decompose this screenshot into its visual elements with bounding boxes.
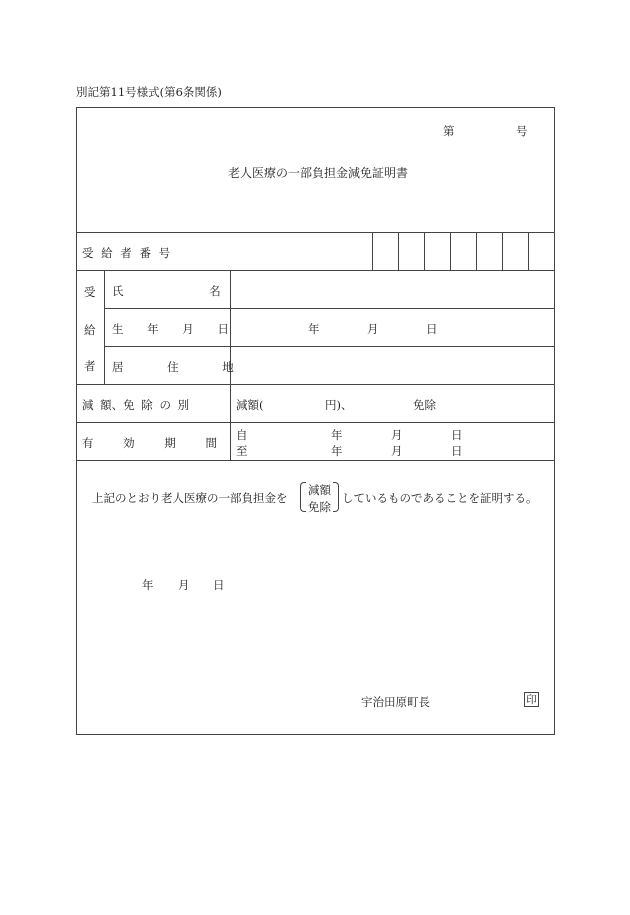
number-prefix: 第	[443, 124, 455, 138]
digit-cell-divider	[424, 232, 425, 270]
page-title: 老人医療の一部負担金減免証明書	[228, 166, 409, 180]
certification-option-exemption: 免除	[308, 500, 331, 514]
left-bracket	[300, 482, 306, 512]
recipient-section-char: 受	[84, 285, 96, 299]
form-caption: 別記第11号様式(第6条関係)	[76, 85, 222, 99]
digit-cell-divider	[372, 232, 373, 270]
birth-label: 生 年 月 日	[112, 322, 229, 336]
divider	[104, 270, 105, 384]
certification-text-before: 上記のとおり老人医療の一部負担金を	[92, 491, 288, 505]
validity-from-month: 月	[391, 428, 403, 442]
recipient-section-char: 給	[84, 323, 96, 337]
validity-to-char: 至	[236, 444, 248, 458]
birth-day-unit: 日	[426, 322, 438, 336]
certificate-form	[76, 107, 555, 735]
reduction-type-label: 減 額、免 除 の 別	[82, 398, 190, 412]
divider	[76, 232, 555, 233]
seal-mark: 印	[524, 692, 539, 707]
name-label-text: 氏 名	[112, 284, 221, 298]
address-label: 居 住 地	[112, 360, 234, 374]
validity-period-label: 有 効 期 間	[82, 436, 217, 450]
reduction-yen: 円)、	[325, 398, 353, 412]
date-month-unit: 月	[178, 578, 190, 592]
validity-to-day: 日	[451, 444, 463, 458]
number-suffix: 号	[516, 124, 528, 138]
right-bracket	[333, 482, 339, 512]
date-year-unit: 年	[142, 578, 154, 592]
digit-cell-divider	[450, 232, 451, 270]
digit-cell-divider	[502, 232, 503, 270]
reduction-option: 減額(	[236, 398, 264, 412]
date-day-unit: 日	[213, 578, 225, 592]
certification-option-reduction: 減額	[308, 483, 331, 497]
birth-month-unit: 月	[367, 322, 379, 336]
certification-text-after: しているものであることを証明する。	[342, 491, 538, 505]
validity-to-month: 月	[391, 444, 403, 458]
divider	[104, 346, 555, 347]
divider	[76, 270, 555, 271]
issuer-name: 宇治田原町長	[361, 695, 430, 709]
name-label	[112, 283, 224, 299]
digit-cell-divider	[528, 232, 529, 270]
validity-from-char: 自	[236, 428, 248, 442]
validity-to-year: 年	[331, 444, 343, 458]
birth-year-unit: 年	[308, 322, 320, 336]
recipient-number-label: 受 給 者 番 号	[82, 246, 173, 260]
exemption-option: 免除	[413, 398, 436, 412]
divider	[104, 308, 555, 309]
recipient-section-char: 者	[84, 359, 96, 373]
divider	[76, 460, 555, 461]
divider	[76, 384, 555, 385]
validity-from-day: 日	[451, 428, 463, 442]
digit-cell-divider	[476, 232, 477, 270]
validity-from-year: 年	[331, 428, 343, 442]
divider	[76, 422, 555, 423]
digit-cell-divider	[398, 232, 399, 270]
